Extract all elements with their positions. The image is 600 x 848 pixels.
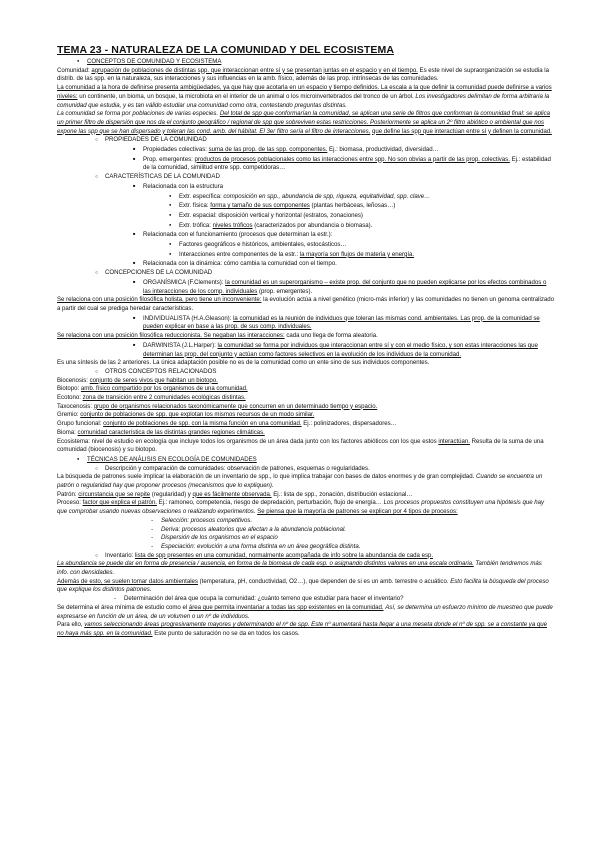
definition: Bioma: comunidad característica de las distintas grandes regiones climáticas. xyxy=(57,428,265,436)
section-heading: ○ PROPIEDADES DE LA COMUNIDAD xyxy=(57,136,554,145)
paragraph: Se relaciona con una posición filosófica holista, pero tiene un inconveniente: la evolución actúa a nivel genético (micro-más inferior) y las comunidades no tienen un genoma centralizado a partir del cual se prediga heredar características. xyxy=(57,296,554,312)
list-item: ○ Inventario: lista de spp presentes en una comunidad, normalmente acompañada de info sobre la abundancia de cada esp. xyxy=(57,552,554,561)
paragraph: Patrón: circunstancia que se repite (regularidad) y que es fácilmente observada. Ej.: lista de spp., zonación, distribución estacional… xyxy=(57,490,413,498)
paragraph-filtros: La comunidad se forma por poblaciones de varias especies. Del total de spp que conformarían la comunidad, se aplican una serie de filtros que conforman la comunidad final: se aplica un primer filtro de dispersión que nos da el conjunto geográfico / regional de spp que sobreviven estas restricciones. Posteriormente se aplica un 2º filtro abiótico o ambiental que nos expone las spp que se han dispersado y toleran las cond. amb. del hábitat. El 3er filtro sería el filtro de interacciones, que define las spp que interactúan entre sí y definen la comunidad. xyxy=(57,110,552,135)
list-item: - Especiación: evolución a una forma distinta en un área geográfica distinta. xyxy=(57,543,554,552)
list-item: ● Extr. física: forma y tamaño de sus componentes (plantas herbáceas, leñosas…) xyxy=(57,201,554,211)
definition: Biotopo: amb. físico compartido por los organismos de una comunidad. xyxy=(57,385,248,393)
section-heading: ● TÉCNICAS DE ANÁLISIS EN ECOLOGÍA DE COMUNIDADES xyxy=(57,455,554,465)
section-heading: ○ OTROS CONCEPTOS RELACIONADOS xyxy=(57,368,554,377)
list-item: ■ Prop. emergentes: productos de procesos poblacionales como las interacciones entre spp. No son obvias a partir de las prop. colectivas. Ej.: estabilidad de la comunidad, similitud entre spp. competidoras… xyxy=(57,155,554,173)
list-item: ■ Propiedades colectivas: suma de las prop. de las spp. componentes. Ej.: biomasa, productividad, diversidad… xyxy=(57,145,554,155)
list-item: ■ INDIVIDUALISTA (H.A.Gleason): la comunidad es la reunión de individuos que toleran las mismas cond. ambientales. Las prop. de la comunidad se pueden explicar en base a las prop. de sus comp. individuales. xyxy=(57,314,554,332)
paragraph: Se determina el área mínima de estudio como el área que permita inventariar a todas las spp existentes en la comunidad. Así, se determina un esfuerzo mínimo de muestreo que puede expresarse en función de un área, de un volumen o un nº de individuos. xyxy=(57,603,553,620)
definition: Grupo funcional: conjunto de poblaciones de spp. con la misma función en una comunidad. Ej.: polinizadores, dispersadores… xyxy=(57,420,397,428)
definition: Ecotono: zona de transición entre 2 comunidades ecológicas distintas. xyxy=(57,394,246,402)
list-item: ■ Relacionada con la dinámica: cómo cambia la comunidad con el tiempo. xyxy=(57,259,554,269)
list-item: - Selección: procesos competitivos. xyxy=(57,517,554,526)
section-heading: ● CONCEPTOS DE COMUNIDAD Y ECOSISTEMA xyxy=(57,57,554,67)
definition: Taxocenosis: grupo de organismos relacionados taxonómicamente que concurren en un determinado tiempo y espacio. xyxy=(57,402,378,410)
list-item: ● Extr. específica: composición en spp., abundancia de spp, riqueza, equitatividad, spp. clave… xyxy=(57,192,554,202)
paragraph: Para ello, vamos seleccionando áreas progresivamente mayores y determinando el nº de spp. Este nº aumentará hasta llegar a una meseta donde el nº de spp. se a constante ya que no haya más spp. en la comunidad. Este punto de saturación no se da en todos los casos. xyxy=(57,621,547,637)
list-item: ■ DARWINISTA (J.L.Harper): la comunidad se forma por individuos que interaccionan entre sí y con el medio físico, y son estas interacciones las que determinan las prop. del conjunto y actúan como factores selectivos en la evolución de los individuos de la comunidad. xyxy=(57,341,554,359)
list-item: ● Extr. espacial: disposición vertical y horizontal (estratos, zonaciones) xyxy=(57,211,554,221)
paragraph: Es una síntesis de las 2 anteriores. La única adaptación posible no es de la comunidad como un ente sino de sus individuos componentes. xyxy=(57,359,430,367)
list-item: ● Extr. trófica: niveles tróficos (caracterizados por abundancia o biomasa). xyxy=(57,221,554,231)
list-item: - Determinación del área que ocupa la comunidad: ¿cuánto terreno que estudiar para hacer el inventario? xyxy=(57,595,554,604)
paragraph-comunidad: Comunidad: agrupación de poblaciones de distintas spp. que interaccionan entre sí y se presentan juntas en el espacio y en el tiempo. Es este nivel de supraorganización se estudia la distrib. de las spp. en la naturaleza, sus interacciones y sus influencias en la amb. físico, además de las prop. intrínsecas de las comunidades. xyxy=(57,66,550,83)
list-item: ■ ORGANÍSMICA (F.Clements): la comunidad es un superorganismo – existe prop. del conjunto que no pueden explicarse por los efectos combinados o las interacciones de los comp. individuales (prop. emergentes). xyxy=(57,278,554,296)
list-item: ○ Descripción y comparación de comunidades: observación de patrones, esquemas o regularidades. xyxy=(57,465,554,474)
paragraph: Proceso: factor que explica el patrón. Ej.: ramoneo, competencia, riesgo de depredación, perturbación, flujo de energía… Los procesos propuestos constituyen una hipótesis que hay que comprobar usando nuevas observaciones o realizando experimentos. Se piensa que la mayoría de patrones se explican por 4 tipos de procesos: xyxy=(57,499,545,516)
paragraph-limites: La comunidad a la hora de definirse presenta ambigüedades, ya que hay que acotarla en un espacio y tiempo definidos. La escala a la que definir la comunidad puede definirse a varios niveles: un continente, un bioma, un bosque, la microbiota en el interior de un animal o los microinvertebrados del tronco de un árbol. Los investigadores delimitan de forma arbitraria la comunidad que estudia, y es tan válido estudiar una comunidad como otra, contestando preguntas distintas. xyxy=(57,84,552,109)
section-heading: ○ CONCEPCIONES DE LA COMUNIDAD xyxy=(57,269,554,278)
definition: Ecosistema: nivel de estudio en ecología que incluye todos los organismos de un área dada junto con los factores abióticos con los que estos interactúan. Resulta de la suma de una comunidad (biocenosis) y su biotopo. xyxy=(57,437,544,454)
list-item: - Dispersión de los organismos en el espacio xyxy=(57,534,554,543)
list-item: ■ Relacionada con el funcionamiento (procesos que determinan la estr.): xyxy=(57,230,554,240)
paragraph: Además de esto, se suelen tomar datos ambientales (temperatura, pH, conductividad, O2…), que dependen de si es un amb. terrestre o acuático. Esto facilita la búsqueda del proceso que explique los distintos patrones. xyxy=(57,577,549,594)
paragraph: Se relaciona con una posición filosófica reduccionista. Se negaban las interacciones: cada uno llega de forma aleatoria. xyxy=(57,332,378,340)
paragraph: La búsqueda de patrones suele implicar la elaboración de un inventario de spp., lo que implica trabajar con bases de datos enormes y de gran complejidad. Cuando se encuentra un patrón o regularidad hay que proponer procesos (mecanismos que lo expliquen). xyxy=(57,473,543,490)
list-item: - Deriva: procesos aleatorios que afectan a la abundancia poblacional. xyxy=(57,526,554,535)
section-heading: ○ CARACTERÍSTICAS DE LA COMUNIDAD xyxy=(57,173,554,182)
list-item: ● Interacciones entre componentes de la estr.: la mayoría son flujos de materia y energía. xyxy=(57,250,554,260)
list-item: ● Factores geográficos e históricos, ambientales, estocásticos… xyxy=(57,240,554,250)
list-item: ■ Relacionada con la estructura xyxy=(57,182,554,192)
page-title: TEMA 23 - NATURALEZA DE LA COMUNIDAD Y DEL ECOSISTEMA xyxy=(57,44,395,56)
document-body xyxy=(57,57,554,639)
definition: Gremio: conjunto de poblaciones de spp. que explotan los mismos recursos de un modo similar. xyxy=(57,411,315,419)
definition: Biocenosis: conjunto de seres vivos que habitan un biotopo. xyxy=(57,376,218,384)
paragraph: La abundancia se puede dar en forma de presencia / ausencia, en forma de la biomasa de cada esp. o asignando distintos valores en una escala ordinaria. También tendremos más info. con densidades. xyxy=(57,560,542,577)
